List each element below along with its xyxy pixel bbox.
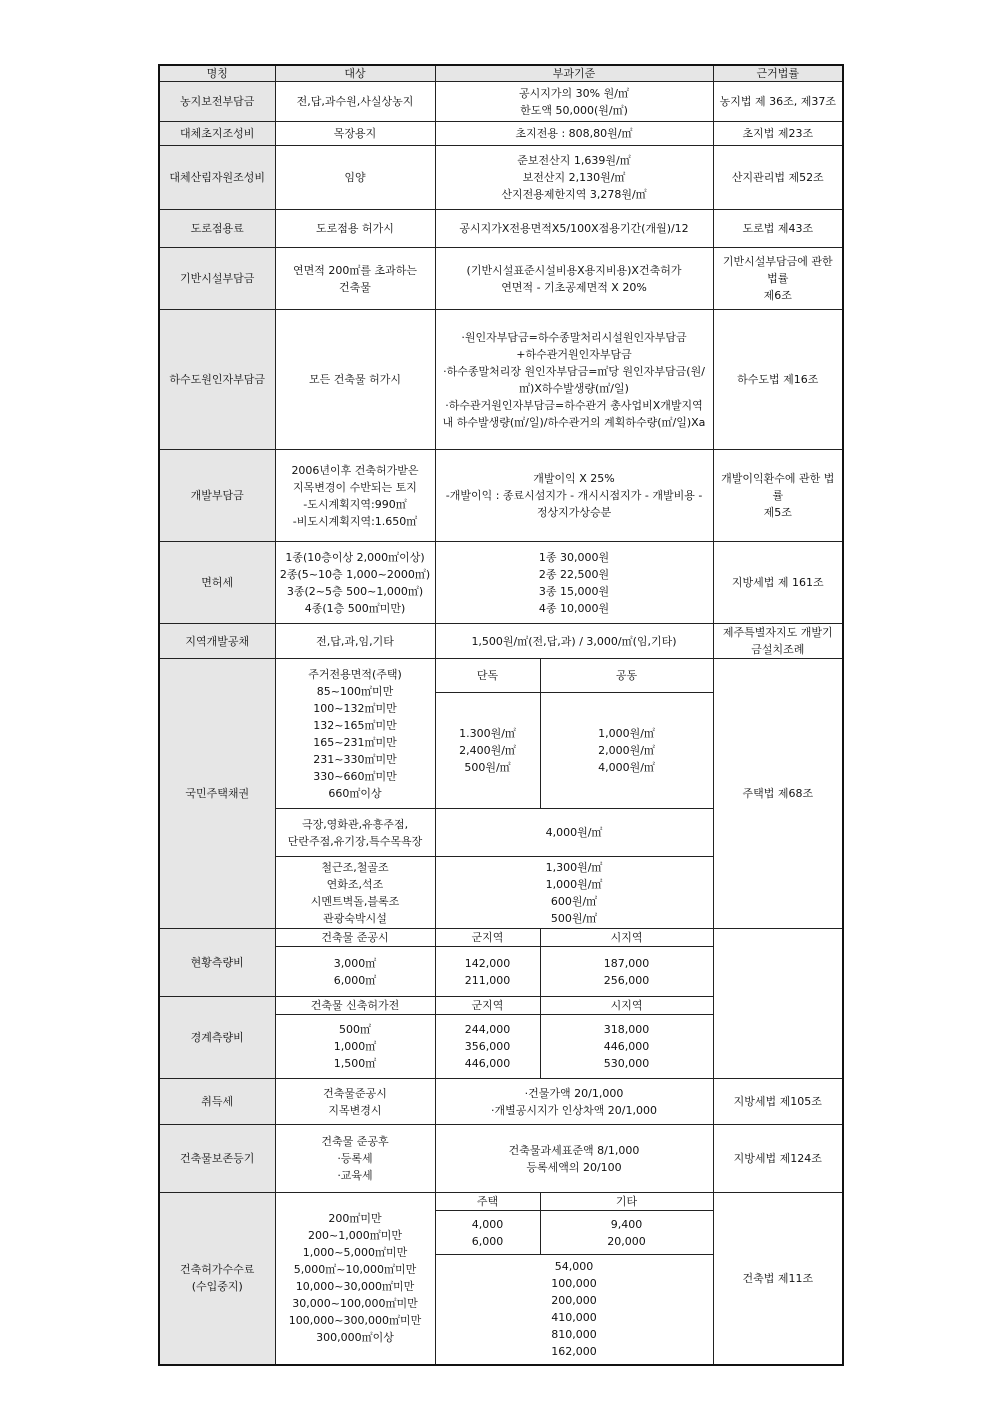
row-criteria: 1,300원/㎡ 1,000원/㎡ 600원/㎡ 500원/㎡ bbox=[435, 857, 713, 929]
sub-header-city: 시지역 bbox=[540, 929, 713, 947]
table-row bbox=[159, 1193, 843, 1211]
row-name: 개발부담금 bbox=[159, 450, 275, 542]
row-criteria: (기반시설표준시설비용X용지비용)X건축허가 연면적 - 기초공제면적 X 20% bbox=[435, 248, 713, 310]
row-law: 도로법 제43조 bbox=[713, 210, 843, 248]
table-row bbox=[159, 1079, 843, 1125]
row-criteria: 1,500원/㎡(전,답,과) / 3,000/㎡(임,기타) bbox=[435, 624, 713, 659]
row-name: 하수도원인자부담금 bbox=[159, 310, 275, 450]
row-name: 농지보전부담금 bbox=[159, 82, 275, 122]
row-law: 지방세법 제 161조 bbox=[713, 542, 843, 624]
row-law: 초지법 제23조 bbox=[713, 122, 843, 146]
row-name: 지역개발공채 bbox=[159, 624, 275, 659]
header-name: 명칭 bbox=[159, 65, 275, 82]
row-target: 1종(10층이상 2,000㎡이상) 2종(5~10층 1,000~2000㎡) 3종(2~5층 500~1,000㎡) 4종(1층 500㎡미만) bbox=[275, 542, 435, 624]
row-name: 건축물보존등기 bbox=[159, 1125, 275, 1193]
row-target: 3,000㎡ 6,000㎡ bbox=[275, 947, 435, 997]
row-name: 도로점용료 bbox=[159, 210, 275, 248]
sub-header-county: 군지역 bbox=[435, 929, 540, 947]
table-row bbox=[159, 929, 843, 947]
row-law bbox=[713, 929, 843, 1079]
sub-header-target: 건축물 준공시 bbox=[275, 929, 435, 947]
table-row bbox=[159, 146, 843, 210]
fee-table bbox=[158, 64, 844, 1366]
table-row bbox=[159, 624, 843, 659]
row-target: 철근조,철골조 연화조,석조 시멘트벽돌,블록조 관광숙박시설 bbox=[275, 857, 435, 929]
sub-values-detached: 1.300원/㎡ 2,400원/㎡ 500원/㎡ bbox=[435, 693, 540, 809]
row-law: 개발이익환수에 관한 법 률 제5조 bbox=[713, 450, 843, 542]
row-target: 500㎡ 1,000㎡ 1,500㎡ bbox=[275, 1015, 435, 1079]
header-criteria: 부과기준 bbox=[435, 65, 713, 82]
sub-values-apartment: 1,000원/㎡ 2,000원/㎡ 4,000원/㎡ bbox=[540, 693, 713, 809]
sub-header-detached: 단독 bbox=[435, 659, 540, 693]
row-target: 극장,영화관,유흥주점, 단란주점,유기장,특수목욕장 bbox=[275, 809, 435, 857]
row-criteria: 공시지가의 30% 원/㎡ 한도액 50,000(원/㎡) bbox=[435, 82, 713, 122]
table-row bbox=[159, 450, 843, 542]
row-name: 건축허가수수료 (수입중지) bbox=[159, 1193, 275, 1365]
row-law: 지방세법 제105조 bbox=[713, 1079, 843, 1125]
row-criteria: 4,000원/㎡ bbox=[435, 809, 713, 857]
row-name: 현황측량비 bbox=[159, 929, 275, 997]
row-criteria: 54,000 100,000 200,000 410,000 810,000 162,000 bbox=[435, 1255, 713, 1365]
row-law: 산지관리법 제52조 bbox=[713, 146, 843, 210]
row-target: 도로점용 허가시 bbox=[275, 210, 435, 248]
row-target: 주거전용면적(주택) 85~100㎡미만 100~132㎡미만 132~165㎡미만 165~231㎡미만 231~330㎡미만 330~660㎡미만 660㎡이상 bbox=[275, 659, 435, 809]
table-row bbox=[159, 82, 843, 122]
row-criteria: 준보전산지 1,639원/㎡ 보전산지 2,130원/㎡ 산지전용제한지역 3,278원/㎡ bbox=[435, 146, 713, 210]
row-criteria: ·원인자부담금=하수종말처리시설원인자부담금 +하수관거원인자부담금 ·하수종말처리장 원인자부담금=㎡당 원인자부담금(원/ ㎡)X하수발생량(㎡/일) ·하수관거원인자부담금=하수관거 총사업비X개발지역 내 하수발생량(㎡/일)/하수관거의 계획하수량(㎡/일)Xa bbox=[435, 310, 713, 450]
row-criteria: 개발이익 X 25% -개발이익 : 종료시섬지가 - 개시시점지가 - 개발비용 - 정상지가상승분 bbox=[435, 450, 713, 542]
sub-header-house: 주택 bbox=[435, 1193, 540, 1211]
row-target: 전,답,과수원,사실상농지 bbox=[275, 82, 435, 122]
table-row bbox=[159, 310, 843, 450]
sub-values-other: 9,400 20,000 bbox=[540, 1211, 713, 1255]
sub-header-apartment: 공동 bbox=[540, 659, 713, 693]
row-target: 2006년이후 건축허가받은 지목변경이 수반되는 토지 -도시계획지역:990㎡ -비도시계획지역:1.650㎡ bbox=[275, 450, 435, 542]
row-name: 면허세 bbox=[159, 542, 275, 624]
sub-values-county: 142,000 211,000 bbox=[435, 947, 540, 997]
header-target: 대상 bbox=[275, 65, 435, 82]
row-law: 농지법 제 36조, 제37조 bbox=[713, 82, 843, 122]
row-name: 경계측량비 bbox=[159, 997, 275, 1079]
row-name: 대체초지조성비 bbox=[159, 122, 275, 146]
table-row bbox=[159, 122, 843, 146]
row-target: 건축물 준공후 ·등록세 ·교육세 bbox=[275, 1125, 435, 1193]
sub-values-city: 187,000 256,000 bbox=[540, 947, 713, 997]
row-law: 기반시설부담금에 관한 법률 제6조 bbox=[713, 248, 843, 310]
table-row bbox=[159, 542, 843, 624]
row-target: 임양 bbox=[275, 146, 435, 210]
row-name: 국민주택채권 bbox=[159, 659, 275, 929]
table-row bbox=[159, 1125, 843, 1193]
row-target: 연면적 200㎡를 초과하는 건축물 bbox=[275, 248, 435, 310]
row-criteria: 공시지가X전용면적X5/100X점용기간(개월)/12 bbox=[435, 210, 713, 248]
row-target: 건축물준공시 지목변경시 bbox=[275, 1079, 435, 1125]
sub-header-target: 건축물 신축허가전 bbox=[275, 997, 435, 1015]
sub-header-other: 기타 bbox=[540, 1193, 713, 1211]
table-row bbox=[159, 210, 843, 248]
table-row bbox=[159, 248, 843, 310]
row-criteria: 1종 30,000원 2종 22,500원 3종 15,000원 4종 10,000원 bbox=[435, 542, 713, 624]
sub-header-county: 군지역 bbox=[435, 997, 540, 1015]
row-law: 주택법 제68조 bbox=[713, 659, 843, 929]
header-law: 근거법률 bbox=[713, 65, 843, 82]
row-target: 200㎡미만 200~1,000㎡미만 1,000~5,000㎡미만 5,000㎡~10,000㎡미만 10,000~30,000㎡미만 30,000~100,000㎡미만 100,000~300,000㎡미만 300,000㎡이상 bbox=[275, 1193, 435, 1365]
row-criteria: 건축물과세표준액 8/1,000 등록세액의 20/100 bbox=[435, 1125, 713, 1193]
header-row bbox=[159, 65, 843, 82]
sub-values-city: 318,000 446,000 530,000 bbox=[540, 1015, 713, 1079]
row-law: 지방세법 제124조 bbox=[713, 1125, 843, 1193]
sub-values-county: 244,000 356,000 446,000 bbox=[435, 1015, 540, 1079]
row-target: 목장용지 bbox=[275, 122, 435, 146]
row-name: 기반시설부담금 bbox=[159, 248, 275, 310]
row-name: 취득세 bbox=[159, 1079, 275, 1125]
row-criteria: 초지전용 : 808,80원/㎡ bbox=[435, 122, 713, 146]
row-law: 건축법 제11조 bbox=[713, 1193, 843, 1365]
sub-header-city: 시지역 bbox=[540, 997, 713, 1015]
row-name: 대체산림자원조성비 bbox=[159, 146, 275, 210]
row-criteria: ·건물가액 20/1,000 ·개별공시지가 인상차액 20/1,000 bbox=[435, 1079, 713, 1125]
row-target: 전,답,과,임,기타 bbox=[275, 624, 435, 659]
sub-values-house: 4,000 6,000 bbox=[435, 1211, 540, 1255]
table-row bbox=[159, 659, 843, 693]
row-target: 모든 건축물 허가시 bbox=[275, 310, 435, 450]
row-law: 하수도법 제16조 bbox=[713, 310, 843, 450]
row-law: 제주특별자지도 개발기 금설치조례 bbox=[713, 624, 843, 659]
